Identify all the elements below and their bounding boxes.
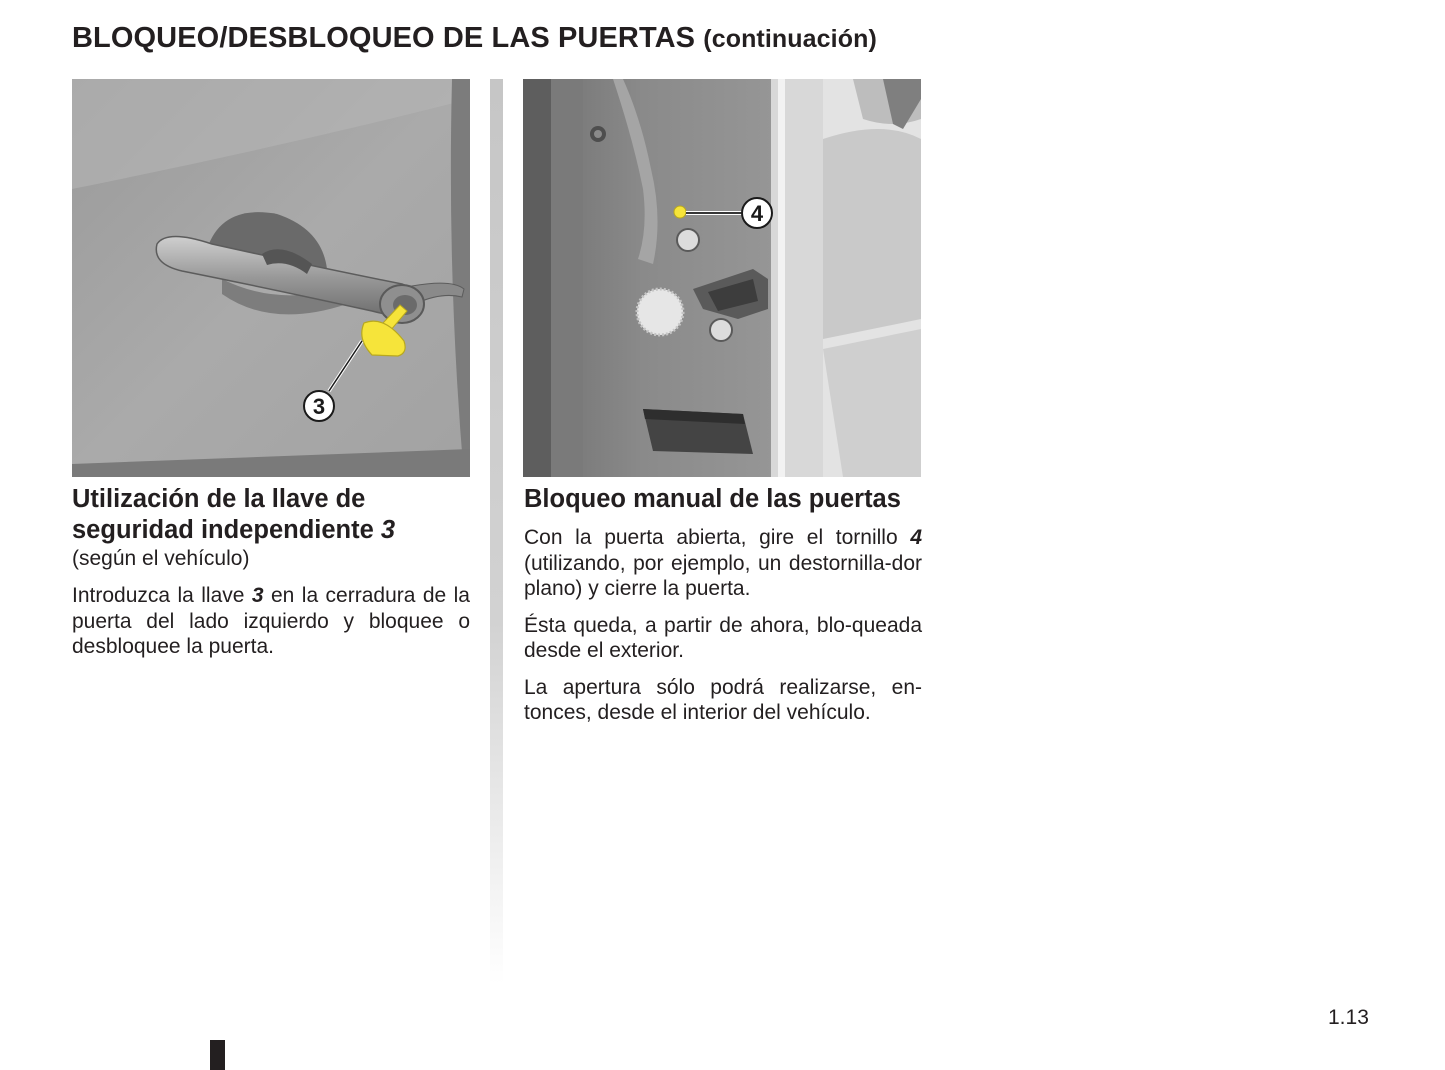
section-manual-lock xyxy=(524,484,922,737)
page-title xyxy=(72,22,877,55)
paragraph: Ésta queda, a partir de ahora, blo-queada desde el exterior. xyxy=(524,613,922,662)
paragraph-text: Con la puerta abierta, gire el tornillo xyxy=(524,526,911,549)
paragraph xyxy=(524,525,922,602)
door-lock-screw-illustration xyxy=(523,79,921,477)
page-number: 1.13 xyxy=(1328,1006,1369,1029)
paragraph-text: (utilizando, por ejemplo, un destornilla-dor plano) y cierre la puerta. xyxy=(524,551,922,600)
section-heading-ref: 3 xyxy=(380,516,396,544)
paragraph: La apertura sólo podrá realizarse, en-tonces, desde el interior del vehículo. xyxy=(524,675,922,724)
callout-3: 3 xyxy=(312,394,326,419)
page-title-continuation: (continuación) xyxy=(703,25,877,53)
reference-number: 3 xyxy=(251,584,264,607)
paragraph-text: Introduzca la llave xyxy=(72,584,252,607)
page-title-main: BLOQUEO/DESBLOQUEO DE LAS PUERTAS xyxy=(72,22,696,54)
section-heading-text: Utilización de la llave de seguridad independiente xyxy=(72,485,374,544)
column-divider xyxy=(490,79,503,984)
paragraph xyxy=(72,583,470,660)
section-heading xyxy=(72,484,470,546)
door-handle-key-illustration xyxy=(72,79,470,477)
section-note: (según el vehículo) xyxy=(72,547,250,570)
section-security-key xyxy=(72,484,470,671)
section-marker xyxy=(210,1040,225,1070)
reference-number: 4 xyxy=(910,526,922,549)
paragraph-text: en la cerradura de la puerta del lado izquierdo y bloquee o desbloquee la puerta. xyxy=(72,584,470,658)
callout-4: 4 xyxy=(750,201,764,226)
section-heading: Bloqueo manual de las puertas xyxy=(524,485,901,513)
